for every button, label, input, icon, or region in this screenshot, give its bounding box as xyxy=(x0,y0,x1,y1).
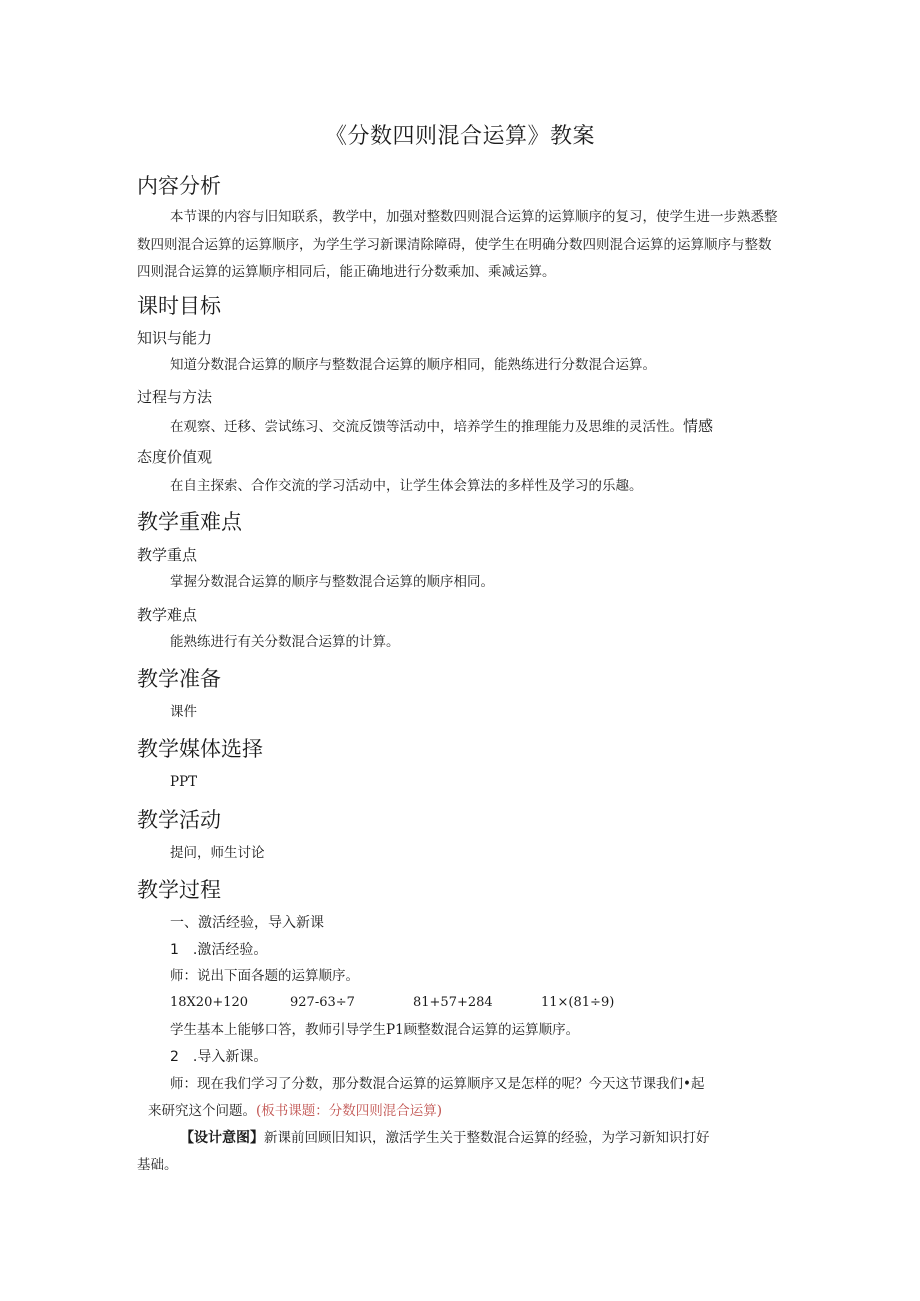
expression-1: 18X20+120 xyxy=(170,995,249,1010)
process-method-heading: 过程与方法 xyxy=(137,388,213,406)
process-method-body: 在观察、迁移、尝试练习、交流反馈等活动中，培养学生的推理能力及思维的灵活性。 xyxy=(170,419,683,435)
teaching-focus-text: 掌握分数混合运算的顺序与整数混合运算的顺序相同。 xyxy=(170,574,494,590)
blackboard-title-note: (板书课题：分数四则混合运算) xyxy=(256,1103,443,1119)
design-intent-line2: 基础。 xyxy=(137,1157,178,1173)
knowledge-ability-heading: 知识与能力 xyxy=(137,329,213,347)
media-text: PPT xyxy=(170,774,198,790)
expression-2: 927-63÷7 xyxy=(290,995,355,1010)
teacher-prompt-1: 师：说出下面各题的运算顺序。 xyxy=(170,968,359,984)
document-title: 《分数四则混合运算》教案 xyxy=(324,124,595,149)
preparation-text: 课件 xyxy=(170,704,197,720)
content-analysis-heading: 内容分析 xyxy=(137,174,221,198)
section1-heading: 一、激活经验，导入新课 xyxy=(170,915,324,931)
expression-4: 11×(81÷9) xyxy=(541,995,615,1010)
emotion-heading-part1: 情感 xyxy=(683,417,714,435)
teacher-prompt-2-line1: 师：现在我们学习了分数，那分数混合运算的运算顺序又是怎样的呢？今天这节课我们•起 xyxy=(170,1076,705,1092)
student-response-text: 学生基本上能够口答，教师引导学生P1顾整数混合运算的运算顺序。 xyxy=(170,1022,580,1038)
step1-heading xyxy=(170,939,267,961)
step1-label: .激活经验。 xyxy=(192,942,268,958)
teacher-prompt-2-line2 xyxy=(148,1100,442,1122)
step2-number: 2 xyxy=(170,1049,179,1065)
teaching-focus-heading: 教学重点 xyxy=(137,546,198,564)
key-points-heading: 教学重难点 xyxy=(137,510,242,534)
step2-heading xyxy=(170,1046,267,1068)
knowledge-ability-text: 知道分数混合运算的顺序与整数混合运算的顺序相同，能熟练进行分数混合运算。 xyxy=(170,357,656,373)
process-heading: 教学过程 xyxy=(137,878,221,902)
step2-label: .导入新课。 xyxy=(192,1049,268,1065)
activity-text: 提问，师生讨论 xyxy=(170,845,265,861)
design-intent-label: 【设计意图】 xyxy=(180,1130,264,1146)
process-method-text xyxy=(170,415,713,438)
teaching-difficulty-text: 能熟练进行有关分数混合运算的计算。 xyxy=(170,634,400,650)
preparation-heading: 教学准备 xyxy=(137,667,221,691)
design-intent-text: 新课前回顾旧知识，激活学生关于整数混合运算的经验，为学习新知识打好 xyxy=(264,1130,710,1146)
design-intent-line1 xyxy=(180,1127,710,1149)
emotion-text: 在自主探索、合作交流的学习活动中，让学生体会算法的多样性及学习的乐趣。 xyxy=(170,478,643,494)
content-analysis-text: 本节课的内容与旧知联系，教学中，加强对整数四则混合运算的运算顺序的复习，使学生进一步熟悉整数四则混合运算的运算顺序，为学生学习新课清除障碍，使学生在明确分数四则混合运算的运算顺序与整数四则混合运算的运算顺序相同后，能正确地进行分数乘加、乘减运算。 xyxy=(137,209,778,280)
expression-3: 81+57+284 xyxy=(413,995,493,1010)
emotion-heading-part2: 态度价值观 xyxy=(137,448,213,466)
teaching-difficulty-heading: 教学难点 xyxy=(137,606,198,624)
media-heading: 教学媒体选择 xyxy=(137,737,263,761)
objectives-heading: 课时目标 xyxy=(137,294,221,318)
activity-heading: 教学活动 xyxy=(137,808,221,832)
teacher-prompt-2-text: 来研究这个问题。 xyxy=(148,1103,256,1119)
step1-number: 1 xyxy=(170,942,179,958)
